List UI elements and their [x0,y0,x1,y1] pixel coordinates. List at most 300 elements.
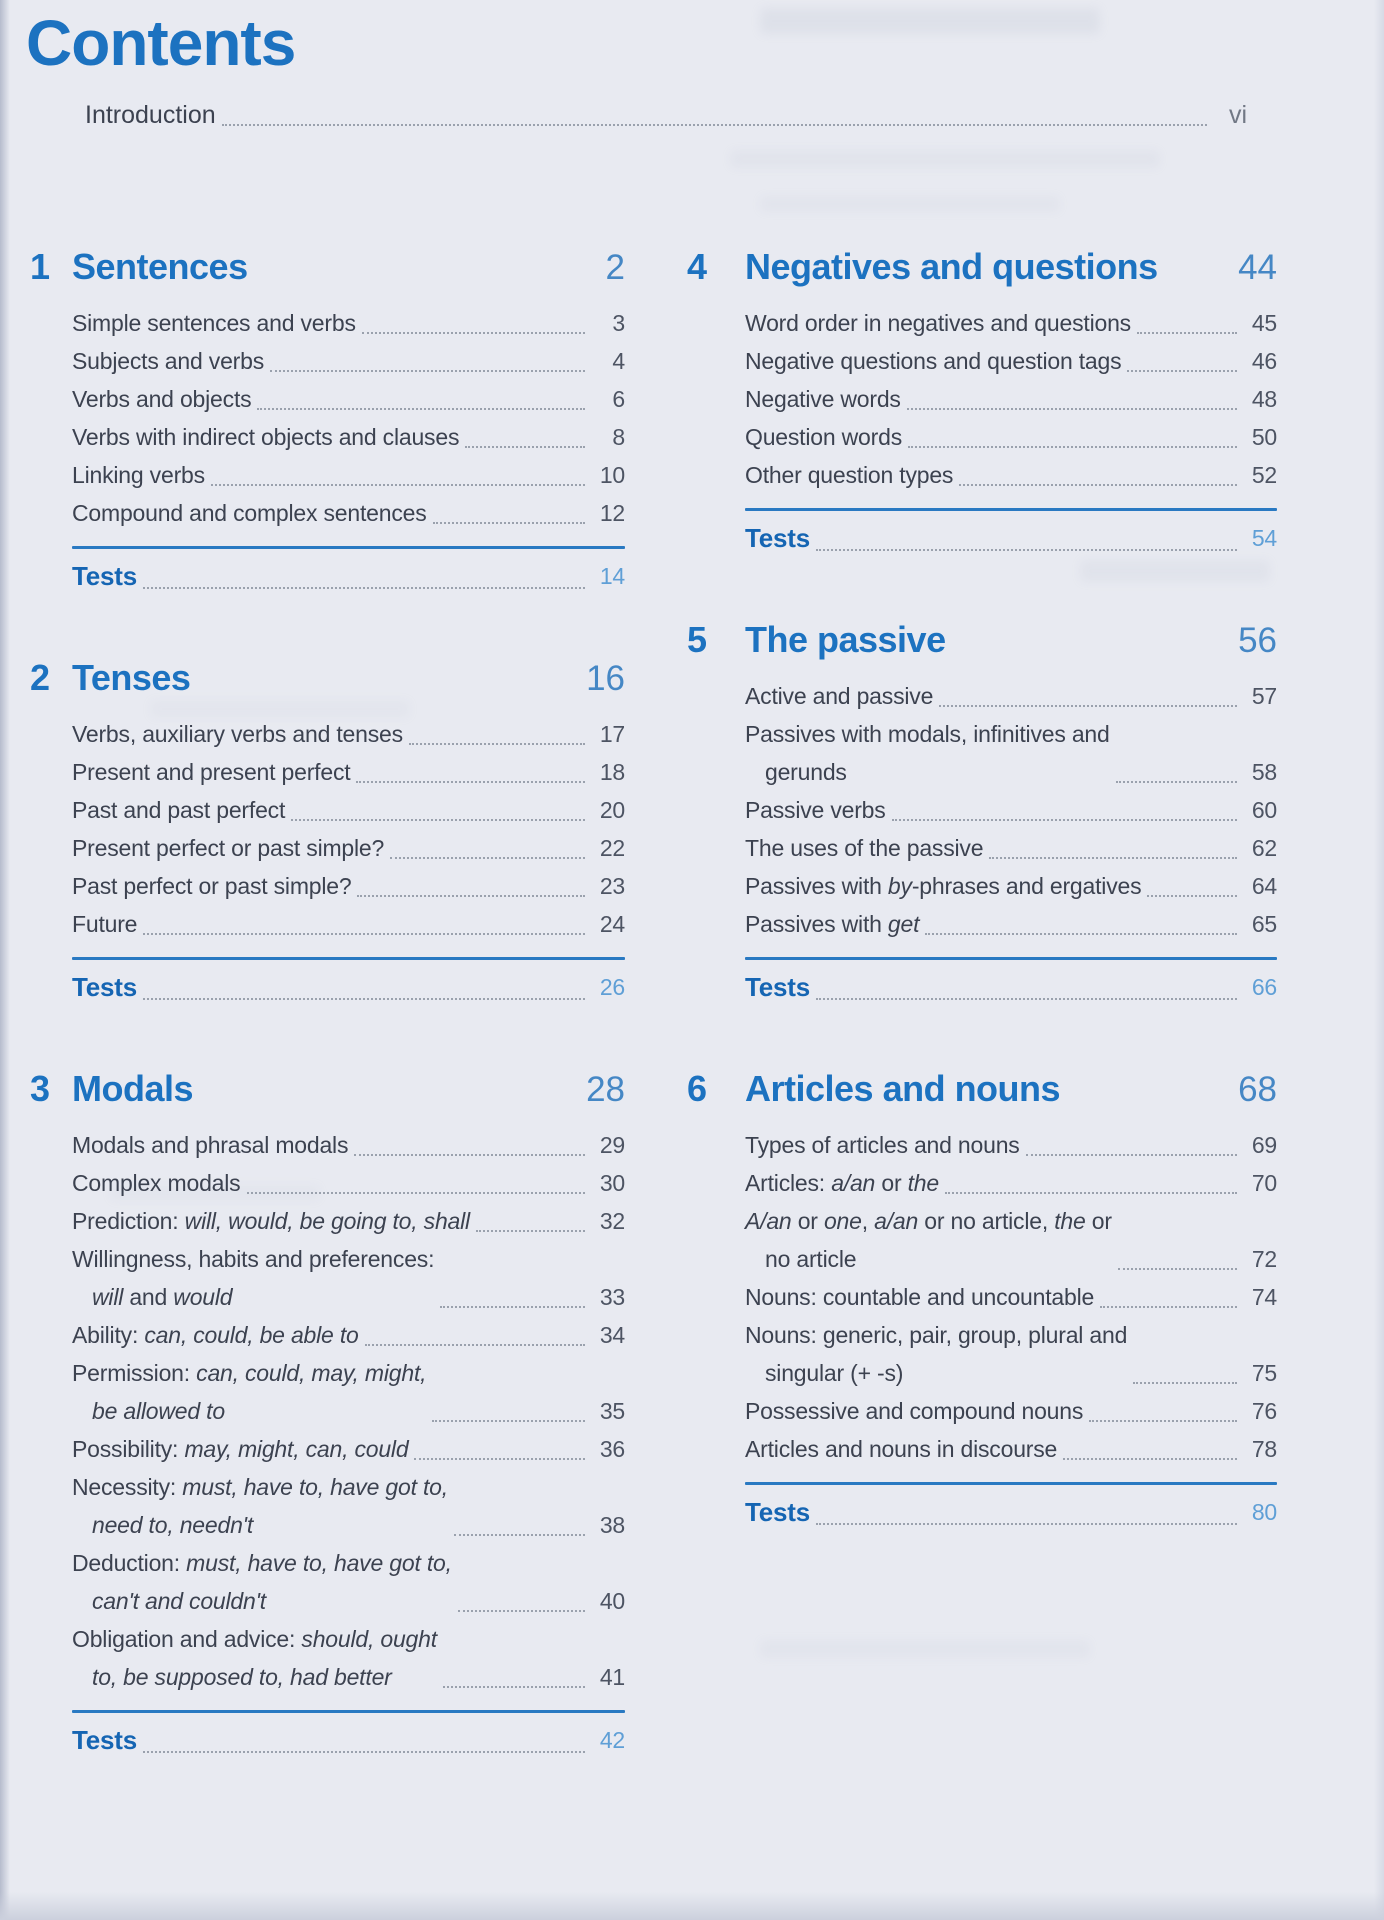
toc-entry-page-number: 33 [599,1284,625,1310]
toc-entry-text [72,1354,426,1430]
toc-entry-page-number: 45 [1251,310,1277,336]
chapter-title: Tenses [72,657,191,698]
dotted-leader [357,895,585,897]
dotted-leader [143,933,585,935]
toc-entry-page-number: 52 [1251,462,1277,488]
toc-entry-page-number: 6 [612,386,625,412]
dotted-leader [1100,1306,1237,1308]
toc-entry [72,905,625,943]
toc-entry [72,1126,625,1164]
dotted-leader [939,705,1237,707]
print-bleedthrough [760,8,1100,34]
toc-entry-text-segment: to, be supposed to, had better [92,1664,392,1690]
dotted-leader [414,1458,585,1460]
toc-entry-text [745,829,983,867]
dotted-leader [1116,781,1237,783]
print-bleedthrough [760,1640,1090,1658]
dotted-leader [143,587,585,589]
toc-entry-text-segment: Nouns: generic, pair, group, plural and [745,1322,1128,1348]
toc-entry-text-segment: Passives with [745,873,888,899]
chapter-entries [72,1126,625,1696]
toc-entry-page-number: 46 [1251,348,1277,374]
toc-entry-text-segment: must, have to, have got to, [182,1474,448,1500]
toc-entry-text [72,304,356,342]
toc-entry-text-segment: one [823,1208,862,1234]
toc-entry-text-segment: Past perfect or past simple? [72,873,352,899]
toc-entry [745,380,1277,418]
chapter-number: 4 [687,246,708,287]
dotted-leader [433,522,585,524]
toc-entry-text [745,791,886,829]
toc-entry-text-segment: Subjects and verbs [72,348,265,374]
tests-page-number: 26 [599,974,625,1000]
toc-entry-text-segment: Simple sentences and verbs [72,310,356,336]
toc-entry-text-segment: Types of articles and nouns [745,1132,1020,1158]
toc-entry [745,905,1277,943]
chapter-title: Negatives and questions [745,246,1158,287]
toc-entry [72,304,625,342]
tests-page-number: 42 [599,1727,625,1753]
tests-label: Tests [72,972,137,1002]
tests-label: Tests [745,1497,810,1527]
toc-entry-text-segment: Articles: [745,1170,832,1196]
toc-entry-text-segment: Passives with [745,911,888,937]
dotted-leader [365,1344,585,1346]
toc-entry [72,791,625,829]
toc-entry [745,715,1277,791]
page-bottom-edge [0,1892,1384,1920]
dotted-leader [989,857,1237,859]
toc-entry [745,1316,1277,1392]
toc-entry-text-segment: a/an [874,1208,919,1234]
toc-entry-page-number: 38 [599,1512,625,1538]
toc-entry [72,1240,625,1316]
tests-entry [72,1719,625,1761]
toc-entry-page-number: 75 [1251,1360,1277,1386]
toc-entry-text [745,418,902,456]
toc-entry [72,1202,625,1240]
dotted-leader [354,1154,585,1156]
toc-entry [745,677,1277,715]
dotted-leader [816,549,1237,551]
tests-label: Tests [72,1725,137,1755]
tests-divider-rule [745,508,1277,511]
chapter-page-number: 28 [586,1070,625,1109]
dotted-leader [1118,1268,1237,1270]
dotted-leader [440,1306,585,1308]
toc-entry-text-segment: , [861,1208,875,1234]
toc-entry-text-segment: gerunds [765,759,847,785]
toc-entry-page-number: 64 [1251,873,1277,899]
chapter-heading [687,1066,1277,1113]
toc-entry-page-number: 58 [1251,759,1277,785]
toc-entry-text-segment: no article [765,1246,857,1272]
dotted-leader [1063,1458,1237,1460]
toc-entry-text-segment: a/an [831,1170,876,1196]
toc-entry-text-segment: Nouns: countable and uncountable [745,1284,1095,1310]
toc-entry-text [745,1278,1094,1316]
toc-entry-text [72,1544,452,1620]
toc-entry [745,829,1277,867]
chapter-1 [30,244,625,597]
toc-entry-text [745,867,1141,905]
chapter-entries [745,677,1277,943]
dotted-leader [945,1192,1237,1194]
chapter-number: 6 [687,1068,708,1109]
toc-entry [745,1202,1277,1278]
chapter-page-number: 2 [605,248,625,287]
toc-entry-text [745,715,1110,791]
toc-entry-text-segment: Future [72,911,138,937]
chapter-2 [30,655,625,1008]
toc-entry-page-number: 60 [1251,797,1277,823]
page-left-edge [0,0,10,1920]
toc-entry-page-number: 36 [599,1436,625,1462]
toc-entry-text-segment: Modals and phrasal modals [72,1132,349,1158]
chapter-heading [30,655,625,702]
toc-entry-text [745,456,953,494]
chapter-title: The passive [745,619,946,660]
toc-entry-text-segment: the [907,1170,939,1196]
toc-entry-text [745,380,901,418]
introduction-label: Introduction [85,101,216,129]
toc-entry-text-segment: should, ought [301,1626,437,1652]
tests-page-number: 66 [1251,974,1277,1000]
toc-entry-page-number: 17 [599,721,625,747]
toc-entry-text [72,1126,348,1164]
toc-entry-page-number: 70 [1251,1170,1277,1196]
toc-entry [72,342,625,380]
chapter-6 [687,1066,1277,1533]
dotted-leader [1026,1154,1237,1156]
toc-entry-page-number: 10 [599,462,625,488]
tests-page-number: 14 [599,563,625,589]
toc-entry [72,1620,625,1696]
toc-entry [72,753,625,791]
dotted-leader [143,998,585,1000]
dotted-leader [925,933,1237,935]
toc-entry-text-segment: Past and past perfect [72,797,286,823]
toc-entry-text-segment: Present perfect or past simple? [72,835,385,861]
dotted-leader [443,1686,585,1688]
toc-entry-page-number: 18 [599,759,625,785]
chapter-heading [30,1066,625,1113]
toc-entry-text-segment: will [92,1284,124,1310]
chapter-heading [30,244,625,291]
toc-entry-text-segment: The uses of the passive [745,835,984,861]
toc-entry-text-segment: singular (+ -s) [765,1360,904,1386]
toc-entry [745,1392,1277,1430]
toc-entry-text-segment: Complex modals [72,1170,241,1196]
toc-entry-text-segment: Verbs, auxiliary verbs and tenses [72,721,403,747]
chapter-3 [30,1066,625,1761]
chapter-page-number: 44 [1238,248,1277,287]
introduction-page-number: vi [1228,101,1247,129]
toc-entry-text [72,867,351,905]
toc-entry [745,456,1277,494]
toc-entry [72,456,625,494]
toc-entry [745,418,1277,456]
toc-entry-text [72,715,403,753]
toc-entry-text-segment: Verbs with indirect objects and clauses [72,424,460,450]
toc-entry [72,1468,625,1544]
toc-entry-text-segment: Word order in negatives and questions [745,310,1131,336]
dotted-leader [1133,1382,1237,1384]
toc-entry [72,380,625,418]
toc-entry-page-number: 22 [599,835,625,861]
dotted-leader [816,1523,1237,1525]
chapter-page-number: 56 [1238,621,1277,660]
toc-entry-text [745,1202,1112,1278]
toc-entry [745,867,1277,905]
toc-entry-text [745,1392,1083,1430]
chapter-title: Modals [72,1068,194,1109]
chapter-number: 5 [687,619,708,660]
dotted-leader [908,446,1237,448]
toc-entry-page-number: 20 [599,797,625,823]
toc-entry [72,418,625,456]
toc-entry-text-segment: Compound and complex sentences [72,500,427,526]
tests-entry [745,1491,1277,1533]
toc-entry [72,867,625,905]
toc-entry-page-number: 3 [612,310,625,336]
toc-entry-text-segment: or [791,1208,824,1234]
toc-entry-text [745,1164,939,1202]
toc-column-right [687,244,1277,1591]
dotted-leader [816,998,1237,1000]
tests-label: Tests [72,561,137,591]
toc-entry-text [745,1430,1057,1468]
toc-entry-text [72,342,264,380]
toc-entry-text [745,1126,1020,1164]
toc-entry-text [72,829,384,867]
chapter-number: 2 [30,657,51,698]
toc-entry [72,1544,625,1620]
dotted-leader [409,743,585,745]
toc-entry-page-number: 24 [599,911,625,937]
toc-entry [72,494,625,532]
toc-entry-page-number: 23 [599,873,625,899]
chapter-title: Articles and nouns [745,1068,1061,1109]
toc-entry-text [745,677,933,715]
toc-entry-text-segment: Verbs and objects [72,386,252,412]
print-bleedthrough [730,150,1160,168]
toc-entry [72,1354,625,1430]
toc-entry-text-segment: Necessity: [72,1474,183,1500]
print-bleedthrough [760,196,1060,212]
chapter-number: 1 [30,246,51,287]
toc-entry-page-number: 30 [599,1170,625,1196]
toc-entry-text-segment: need to, needn't [92,1512,254,1538]
toc-entry-text-segment: by [887,873,912,899]
chapter-5 [687,617,1277,1008]
toc-column-left [30,244,625,1819]
chapter-entries [745,304,1277,494]
dotted-leader [1147,895,1237,897]
dotted-leader [458,1610,585,1612]
toc-entry-page-number: 41 [599,1664,625,1690]
toc-entry-text-segment: Possibility: [72,1436,185,1462]
toc-entry-text-segment: Ability: [72,1322,145,1348]
page-right-edge [1374,0,1384,1920]
toc-entry [745,342,1277,380]
toc-entry-text [72,791,285,829]
chapter-entries [72,304,625,532]
toc-entry-text [72,1240,434,1316]
toc-entry-text-segment: A/an [745,1208,792,1234]
tests-divider-rule [72,1710,625,1713]
dotted-leader [270,370,585,372]
toc-entry-text [72,905,137,943]
toc-entry [745,1126,1277,1164]
toc-entry-text-segment: Present and present perfect [72,759,351,785]
toc-entry-text-segment: can, could, be able to [144,1322,359,1348]
chapter-heading [687,244,1277,291]
toc-entry-text-segment: Passive verbs [745,797,886,823]
toc-entry-text [72,380,251,418]
toc-entry-text-segment: may, might, can, could [184,1436,409,1462]
toc-entry-text [72,1202,470,1240]
toc-entry-text-segment: or [875,1170,908,1196]
dotted-leader [907,408,1237,410]
toc-entry-text-segment: Articles and nouns in discourse [745,1436,1058,1462]
toc-entry-page-number: 4 [612,348,625,374]
toc-entry-text-segment: Question words [745,424,902,450]
toc-entry-page-number: 74 [1251,1284,1277,1310]
toc-entry-text-segment: must, have to, have got to, [186,1550,452,1576]
chapter-page-number: 68 [1238,1070,1277,1109]
toc-entry [72,1430,625,1468]
toc-entry-text [72,1164,241,1202]
toc-entry-text-segment: Passives with modals, infinitives and [745,721,1110,747]
toc-entry-text [72,456,205,494]
toc-entry-page-number: 32 [599,1208,625,1234]
toc-entry-text-segment: or [1085,1208,1112,1234]
dotted-leader [892,819,1237,821]
dotted-leader [222,124,1207,126]
dotted-leader [959,484,1237,486]
toc-entry-page-number: 62 [1251,835,1277,861]
introduction-entry [85,96,1247,134]
dotted-leader [390,857,585,859]
chapter-4 [687,244,1277,559]
dotted-leader [356,781,585,783]
toc-entry-text-segment: get [887,911,920,937]
toc-entry-text-segment: Possessive and compound nouns [745,1398,1084,1424]
toc-entry-text [72,753,350,791]
chapter-title: Sentences [72,246,248,287]
dotted-leader [257,408,585,410]
toc-entry-page-number: 34 [599,1322,625,1348]
toc-entry-text-segment: Permission: [72,1360,197,1386]
tests-entry [745,517,1277,559]
tests-divider-rule [745,1482,1277,1485]
toc-entry-text [745,905,919,943]
toc-entry [745,1278,1277,1316]
toc-entry-text-segment: and [123,1284,174,1310]
toc-entry-text-segment: Negative words [745,386,901,412]
toc-entry-text-segment: Obligation and advice: [72,1626,302,1652]
toc-entry-text [72,1430,408,1468]
toc-entry-text [72,1468,448,1544]
chapter-number: 3 [30,1068,51,1109]
toc-entry-page-number: 50 [1251,424,1277,450]
toc-entry-page-number: 29 [599,1132,625,1158]
dotted-leader [454,1534,585,1536]
page-title: Contents [26,7,296,79]
toc-entry-text [72,1620,437,1696]
toc-entry-page-number: 69 [1251,1132,1277,1158]
toc-entry-page-number: 78 [1251,1436,1277,1462]
toc-entry-text-segment: Active and passive [745,683,934,709]
toc-entry-page-number: 35 [599,1398,625,1424]
tests-label: Tests [745,523,810,553]
toc-entry-text-segment: can, could, may, might, [196,1360,427,1386]
dotted-leader [247,1192,586,1194]
dotted-leader [211,484,585,486]
toc-entry-text-segment: Willingness, habits and preferences: [72,1246,435,1272]
toc-entry-text-segment: would [173,1284,233,1310]
toc-entry-text-segment: Deduction: [72,1550,187,1576]
toc-entry [745,791,1277,829]
dotted-leader [465,446,585,448]
toc-entry [72,1164,625,1202]
dotted-leader [1127,370,1237,372]
dotted-leader [476,1230,585,1232]
toc-entry [745,1430,1277,1468]
toc-entry-text-segment: be allowed to [92,1398,225,1424]
chapter-heading [687,617,1277,664]
tests-page-number: 80 [1251,1499,1277,1525]
toc-entry-text [72,1316,359,1354]
toc-entry [745,1164,1277,1202]
tests-entry [72,555,625,597]
dotted-leader [291,819,585,821]
toc-entry-text-segment: Prediction: [72,1208,185,1234]
toc-entry-page-number: 8 [612,424,625,450]
dotted-leader [1137,332,1237,334]
tests-entry [745,966,1277,1008]
toc-entry-page-number: 57 [1251,683,1277,709]
toc-entry-text-segment: Other question types [745,462,954,488]
toc-entry-text [72,494,427,532]
dotted-leader [362,332,585,334]
chapter-entries [72,715,625,943]
toc-entry-page-number: 76 [1251,1398,1277,1424]
tests-divider-rule [745,957,1277,960]
toc-entry [72,1316,625,1354]
dotted-leader [432,1420,585,1422]
toc-entry [72,829,625,867]
toc-entry-text [745,342,1121,380]
chapter-entries [745,1126,1277,1468]
tests-divider-rule [72,957,625,960]
toc-entry-page-number: 65 [1251,911,1277,937]
toc-entry-page-number: 12 [599,500,625,526]
toc-entry-text [745,1316,1127,1392]
chapter-page-number: 16 [586,659,625,698]
toc-entry-text-segment: Negative questions and question tags [745,348,1122,374]
toc-entry-text-segment: Linking verbs [72,462,205,488]
dotted-leader [143,1751,585,1753]
toc-entry-text-segment: will, would, be going to, shall [184,1208,470,1234]
tests-label: Tests [745,972,810,1002]
tests-page-number: 54 [1251,525,1277,551]
toc-entry-text-segment: the [1054,1208,1086,1234]
toc-entry-text-segment: or no article, [918,1208,1055,1234]
dotted-leader [1089,1420,1237,1422]
toc-entry-page-number: 48 [1251,386,1277,412]
